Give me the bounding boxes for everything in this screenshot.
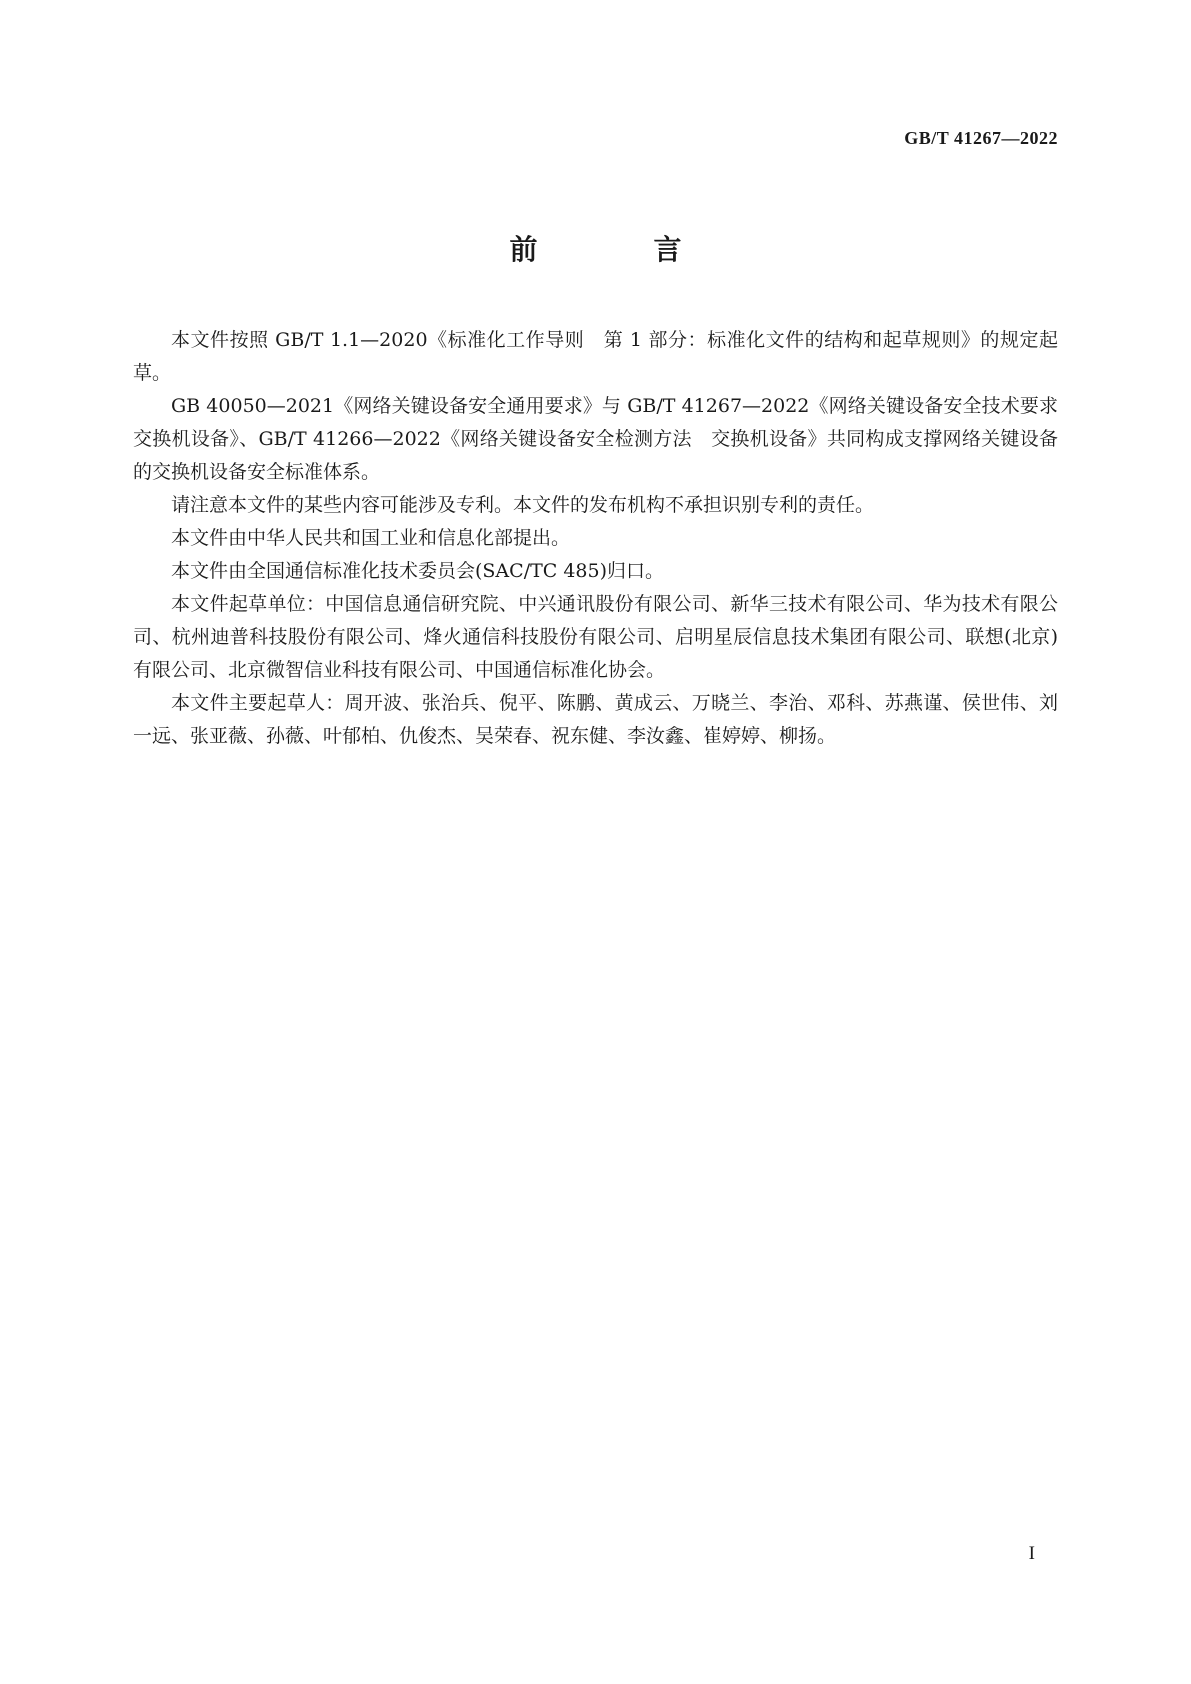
paragraph-drafters: 本文件主要起草人：周开波、张治兵、倪平、陈鹏、黄成云、万晓兰、李治、邓科、苏燕谨、侯世伟、刘一远、张亚薇、孙薇、叶郁柏、仇俊杰、吴荣春、祝东健、李汝鑫、崔婷婷、柳扬。 [133, 692, 1058, 747]
standard-code: GB/T 41267—2022 [904, 128, 1058, 148]
paragraph-centralized-by: 本文件由全国通信标准化技术委员会(SAC/TC 485)归口。 [171, 560, 665, 582]
page-number: I [1028, 1543, 1035, 1564]
paragraph-standard-system: GB 40050—2021《网络关键设备安全通用要求》与 GB/T 41267—2022《网络关键设备安全技术要求 交换机设备》、GB/T 41266—2022《网络关键设备安全检测方法 交换机设备》共同构成支撑网络关键设备的交换机设备安全标准体系。 [133, 395, 1078, 483]
paragraph-patent-notice: 请注意本文件的某些内容可能涉及专利。本文件的发布机构不承担识别专利的责任。 [171, 494, 875, 516]
foreword-body [133, 324, 1078, 753]
paragraph-drafting-rules: 本文件按照 GB/T 1.1—2020《标准化工作导则 第 1 部分：标准化文件的结构和起草规则》的规定起草。 [133, 329, 1058, 384]
page-title: 前 言 [509, 233, 726, 266]
paragraph-proposed-by: 本文件由中华人民共和国工业和信息化部提出。 [171, 527, 571, 549]
paragraph-drafting-units: 本文件起草单位：中国信息通信研究院、中兴通讯股份有限公司、新华三技术有限公司、华为技术有限公司、杭州迪普科技股份有限公司、烽火通信科技股份有限公司、启明星辰信息技术集团有限公司、联想(北京)有限公司、北京微智信业科技有限公司、中国通信标准化协会。 [133, 593, 1058, 681]
